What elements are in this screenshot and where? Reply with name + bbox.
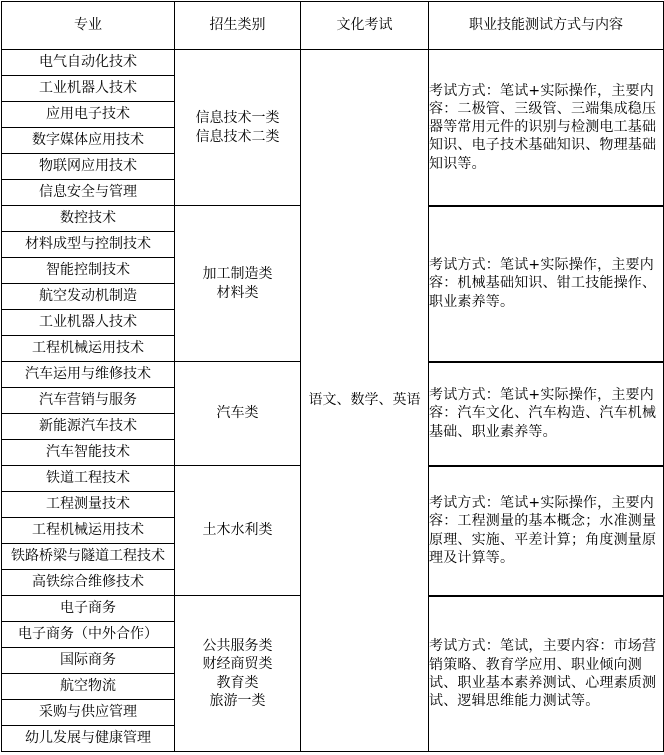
major-cell: 电气自动化技术 [2, 50, 175, 76]
major-cell: 材料成型与控制技术 [2, 232, 175, 258]
major-cell: 幼儿发展与健康管理 [2, 726, 175, 752]
major-cell: 铁路桥梁与隧道工程技术 [2, 544, 175, 570]
category-cell [175, 50, 301, 206]
admission-table [1, 1, 664, 752]
category-label: 土木水利类 [202, 522, 273, 539]
category-label: 旅游一类 [209, 692, 266, 709]
category-cell [175, 206, 301, 362]
category-label: 加工制造类 [202, 266, 273, 283]
culture-exam-cell: 语文、数学、英语 [301, 50, 429, 752]
major-cell: 电子商务 [2, 596, 175, 622]
header-major: 专业 [2, 2, 175, 50]
table-body [2, 50, 664, 752]
major-cell: 数字媒体应用技术 [2, 128, 175, 154]
major-cell: 物联网应用技术 [2, 154, 175, 180]
category-label: 公共服务类 [202, 638, 273, 655]
major-cell: 电子商务（中外合作） [2, 622, 175, 648]
major-cell: 航空发动机制造 [2, 284, 175, 310]
major-cell: 工程机械运用技术 [2, 518, 175, 544]
major-cell: 汽车运用与维修技术 [2, 362, 175, 388]
category-label: 材料类 [216, 284, 259, 301]
category-label: 信息技术二类 [195, 128, 280, 145]
major-cell: 汽车营销与服务 [2, 388, 175, 414]
major-cell: 工业机器人技术 [2, 310, 175, 336]
major-cell: 汽车智能技术 [2, 440, 175, 466]
header-row [2, 2, 664, 50]
major-cell: 数控技术 [2, 206, 175, 232]
header-culture-exam: 文化考试 [301, 2, 429, 50]
category-label: 汽车类 [216, 405, 259, 422]
header-skill-test: 职业技能测试方式与内容 [429, 2, 664, 50]
major-cell: 新能源汽车技术 [2, 414, 175, 440]
table-row [2, 50, 664, 76]
category-label: 教育类 [216, 674, 259, 691]
skill-test-cell: 考试方式：笔试+实际操作，主要内容：工程测量的基本概念；水准测量原理、实施、平差计算；角度测量原理及计算等。 [429, 466, 664, 596]
skill-test-cell: 考试方式：笔试，主要内容：市场营销策略、教育学应用、职业倾向测试、职业基本素养测试、心理素质测试、逻辑思维能力测试等。 [429, 596, 664, 752]
major-cell: 工程机械运用技术 [2, 336, 175, 362]
category-cell [175, 466, 301, 596]
major-cell: 工业机器人技术 [2, 76, 175, 102]
category-label: 信息技术一类 [195, 110, 280, 127]
major-cell: 铁道工程技术 [2, 466, 175, 492]
skill-test-cell: 考试方式：笔试+实际操作，主要内容：汽车文化、汽车构造、汽车机械基础、职业素养等。 [429, 362, 664, 466]
category-label: 财经商贸类 [202, 656, 273, 673]
header-category: 招生类别 [175, 2, 301, 50]
category-cell [175, 362, 301, 466]
major-cell: 信息安全与管理 [2, 180, 175, 206]
major-cell: 智能控制技术 [2, 258, 175, 284]
major-cell: 国际商务 [2, 648, 175, 674]
major-cell: 高铁综合维修技术 [2, 570, 175, 596]
major-cell: 采购与供应管理 [2, 700, 175, 726]
major-cell: 应用电子技术 [2, 102, 175, 128]
skill-test-cell: 考试方式：笔试+实际操作，主要内容：机械基础知识、钳工技能操作、职业素养等。 [429, 206, 664, 362]
category-cell [175, 596, 301, 752]
major-cell: 工程测量技术 [2, 492, 175, 518]
skill-test-cell: 考试方式：笔试+实际操作，主要内容：二极管、三级管、三端集成稳压器等常用元件的识别与检测电工基础知识、电子技术基础知识、物理基础知识等。 [429, 50, 664, 206]
major-cell: 航空物流 [2, 674, 175, 700]
